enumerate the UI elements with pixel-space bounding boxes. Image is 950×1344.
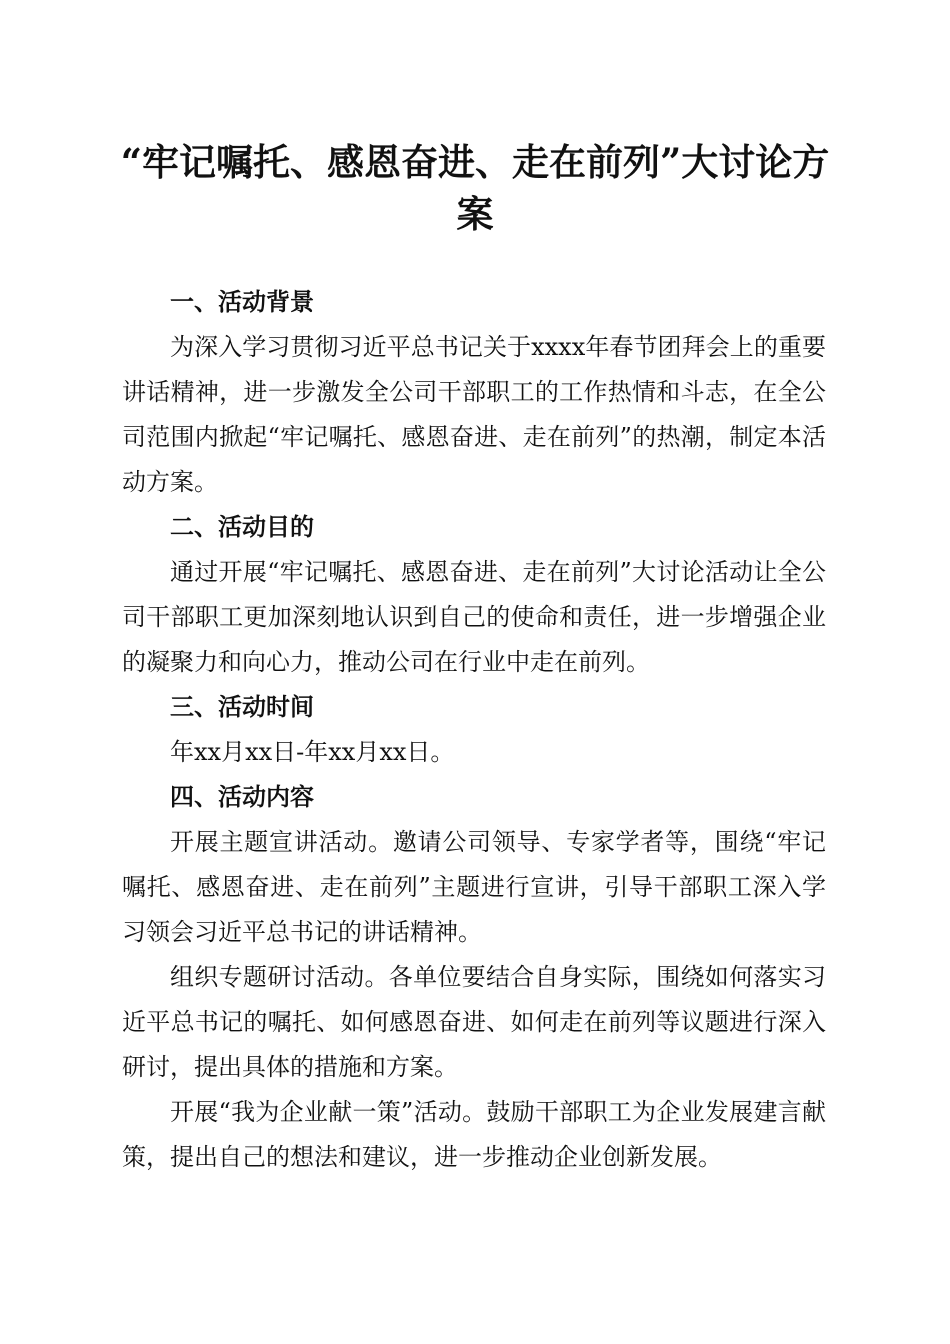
section-heading: 二、活动目的: [170, 513, 314, 541]
section-paragraph: 为深入学习贯彻习近平总书记关于xxxx年春节团拜会上的重要讲话精神，进一步激发全公司干部职工的工作热情和斗志，在全公司范围内掀起“牢记嘱托、感恩奋进、走在前列”的热潮，制定本活动方案。: [122, 333, 826, 496]
document-title: “牢记嘱托、感恩奋进、走在前列”大讨论方案: [120, 140, 830, 236]
section-paragraph: 组织专题研讨活动。各单位要结合自身实际，围绕如何落实习近平总书记的嘱托、如何感恩奋进、如何走在前列等议题进行深入研讨，提出具体的措施和方案。: [122, 963, 826, 1081]
section-heading: 一、活动背景: [170, 288, 314, 316]
section-heading: 四、活动内容: [170, 783, 314, 811]
section-paragraph: 开展主题宣讲活动。邀请公司领导、专家学者等，围绕“牢记嘱托、感恩奋进、走在前列”主题进行宣讲，引导干部职工深入学习领会习近平总书记的讲话精神。: [122, 828, 826, 946]
section-background: [122, 280, 826, 505]
section-paragraph: 年xx月xx日-年xx月xx日。: [170, 738, 455, 766]
section-heading: 三、活动时间: [170, 693, 314, 721]
document-body: [122, 280, 826, 1180]
section-time: [122, 685, 826, 775]
section-paragraph: 通过开展“牢记嘱托、感恩奋进、走在前列”大讨论活动让全公司干部职工更加深刻地认识到自己的使命和责任，进一步增强企业的凝聚力和向心力，推动公司在行业中走在前列。: [122, 558, 826, 676]
section-paragraph: 开展“我为企业献一策”活动。鼓励干部职工为企业发展建言献策，提出自己的想法和建议，进一步推动企业创新发展。: [122, 1098, 826, 1171]
section-content: [122, 775, 826, 1180]
section-purpose: [122, 505, 826, 685]
